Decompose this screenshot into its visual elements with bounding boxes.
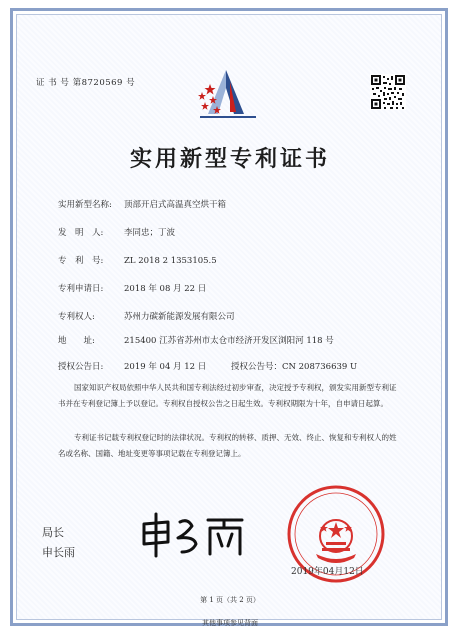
field-patentee: [58, 310, 235, 322]
qr-code-icon: [370, 74, 406, 110]
field-inventor: [58, 226, 175, 238]
field-value: 苏州力碳新能源发展有限公司: [124, 312, 235, 322]
certificate-number: 证 书 号 第8720569 号: [36, 78, 136, 88]
field-value: 2018 年 08 月 22 日: [124, 284, 207, 294]
field-label: 实用新型名称:: [58, 200, 112, 210]
cnipa-logo-icon: [196, 68, 260, 120]
field-value: 215400 江苏省苏州市太仓市经济开发区浏阳河 118 号: [124, 336, 334, 346]
field-grant-announcement-date: [58, 360, 357, 372]
certificate-paragraph-2: 专利证书记载专利权登记时的法律状况。专利权的转移、质押、无效、终止、恢复和专利权人的姓名或名称、国籍、地址变更等事项记载在专利登记簿上。: [58, 433, 397, 458]
certificate-title: 实用新型专利证书: [129, 146, 330, 172]
field-value: 2019 年 04 月 12 日: [124, 362, 207, 372]
director-title: 局长: [42, 526, 64, 539]
certificate-paragraph-1: 国家知识产权局依照中华人民共和国专利法经过初步审查，决定授予专利权，颁发实用新型专利证书并在专利登记簿上予以登记。专利权自授权公告之日起生效。专利权期限为十年，自申请日起算。: [58, 383, 397, 408]
field-label: 地 址:: [58, 336, 95, 346]
director-name: 申长雨: [42, 546, 75, 559]
field-value: ZL 2018 2 1353105.5: [124, 256, 217, 266]
field-value: 顶部开启式高温真空烘干箱: [124, 200, 227, 210]
page-indicator: 第 1 页（共 2 页）: [200, 596, 260, 604]
grant-announcement-number: 授权公告号：CN 208736639 U: [230, 362, 358, 372]
field-label: 授权公告日:: [58, 362, 104, 372]
handwritten-signature-icon: [138, 512, 248, 560]
field-address: [58, 334, 334, 346]
seal-date: 2019年04月12日: [291, 567, 364, 577]
field-label: 专利申请日:: [58, 284, 104, 294]
field-utility-model-name: [58, 198, 226, 210]
field-label: 专 利 号:: [58, 256, 104, 266]
field-label: 发 明 人:: [58, 228, 104, 238]
reverse-side-note: 其他事项参见背面: [202, 619, 258, 627]
field-value: 李同忠；丁波: [124, 228, 176, 238]
field-label: 专利权人:: [58, 312, 95, 322]
field-patent-number: [58, 254, 217, 266]
field-application-date: [58, 282, 206, 294]
